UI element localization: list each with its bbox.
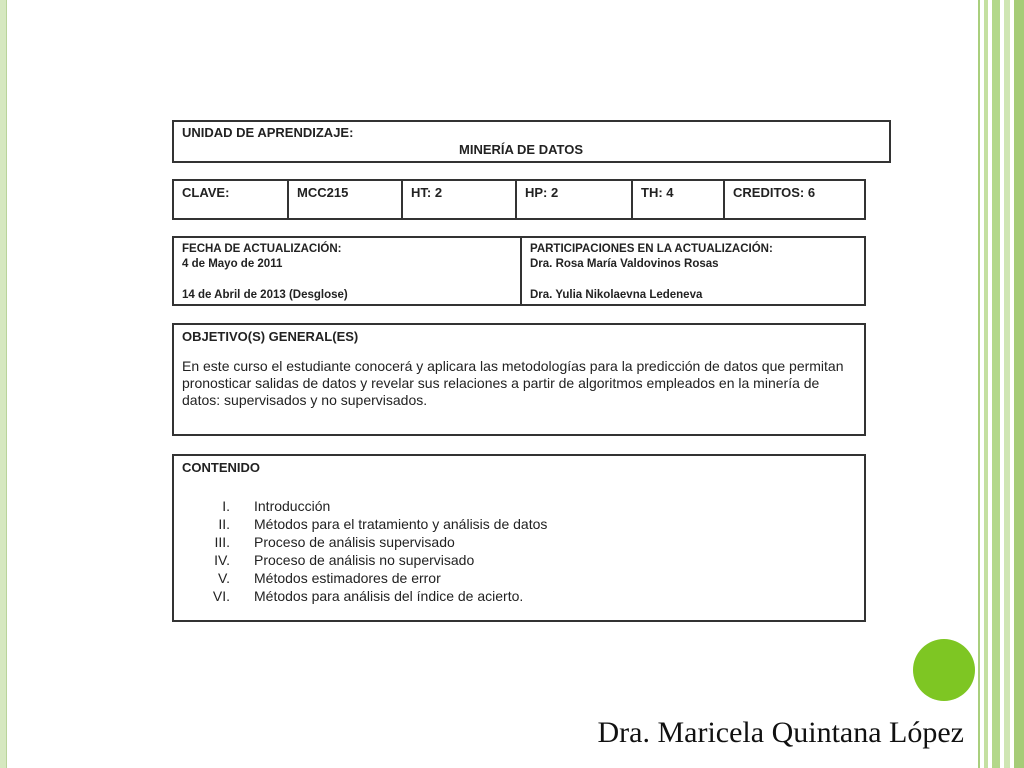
participante-1: Dra. Rosa María Valdovinos Rosas xyxy=(530,258,719,270)
fecha-date-2: 14 de Abril de 2013 (Desglose) xyxy=(182,289,348,301)
slide-frame-left xyxy=(0,0,7,768)
clave-cell: CLAVE: xyxy=(174,181,289,218)
fecha-column xyxy=(174,238,520,304)
clave-table xyxy=(172,179,866,220)
list-item: I. Introducción xyxy=(222,498,331,514)
objetivo-box xyxy=(172,323,866,436)
th-cell: TH: 4 xyxy=(633,181,725,218)
decorative-dot xyxy=(913,639,975,701)
participaciones-label: PARTICIPACIONES EN LA ACTUALIZACIÓN: xyxy=(530,243,773,255)
objetivo-text: En este curso el estudiante conocerá y aplicara las metodologías para la predicción de datos que permitan pronosticar salidas de datos y revelar sus relaciones a partir de algoritmos empleados en la minería de datos: supervisados y no supervisados. xyxy=(182,358,844,408)
unidad-label: UNIDAD DE APRENDIZAJE: xyxy=(182,125,354,140)
list-item: III. Proceso de análisis supervisado xyxy=(214,534,455,550)
participaciones-column xyxy=(520,238,864,304)
list-item: V. Métodos estimadores de error xyxy=(218,570,441,586)
fecha-date-1: 4 de Mayo de 2011 xyxy=(182,258,283,270)
participante-2: Dra. Yulia Nikolaevna Ledeneva xyxy=(530,289,703,301)
ht-cell: HT: 2 xyxy=(403,181,517,218)
list-item: VI. Métodos para análisis del índice de acierto. xyxy=(212,588,524,604)
fecha-label: FECHA DE ACTUALIZACIÓN: xyxy=(182,243,342,255)
hp-cell: HP: 2 xyxy=(517,181,633,218)
author-name: Dra. Maricela Quintana López xyxy=(597,716,964,749)
list-item: II. Métodos para el tratamiento y análisis de datos xyxy=(218,516,548,532)
contenido-box xyxy=(172,454,866,622)
contenido-title: CONTENIDO xyxy=(182,460,260,475)
creditos-cell: CREDITOS: 6 xyxy=(733,185,816,200)
objetivo-title: OBJETIVO(S) GENERAL(ES) xyxy=(182,329,359,344)
clave-code-cell: MCC215 xyxy=(289,181,403,218)
contenido-list xyxy=(182,497,856,605)
actualizacion-box xyxy=(172,236,866,306)
unidad-box xyxy=(172,120,891,163)
list-item: IV. Proceso de análisis no supervisado xyxy=(214,552,475,568)
unidad-value: MINERÍA DE DATOS xyxy=(459,142,583,157)
slide-frame-right xyxy=(978,0,1024,768)
